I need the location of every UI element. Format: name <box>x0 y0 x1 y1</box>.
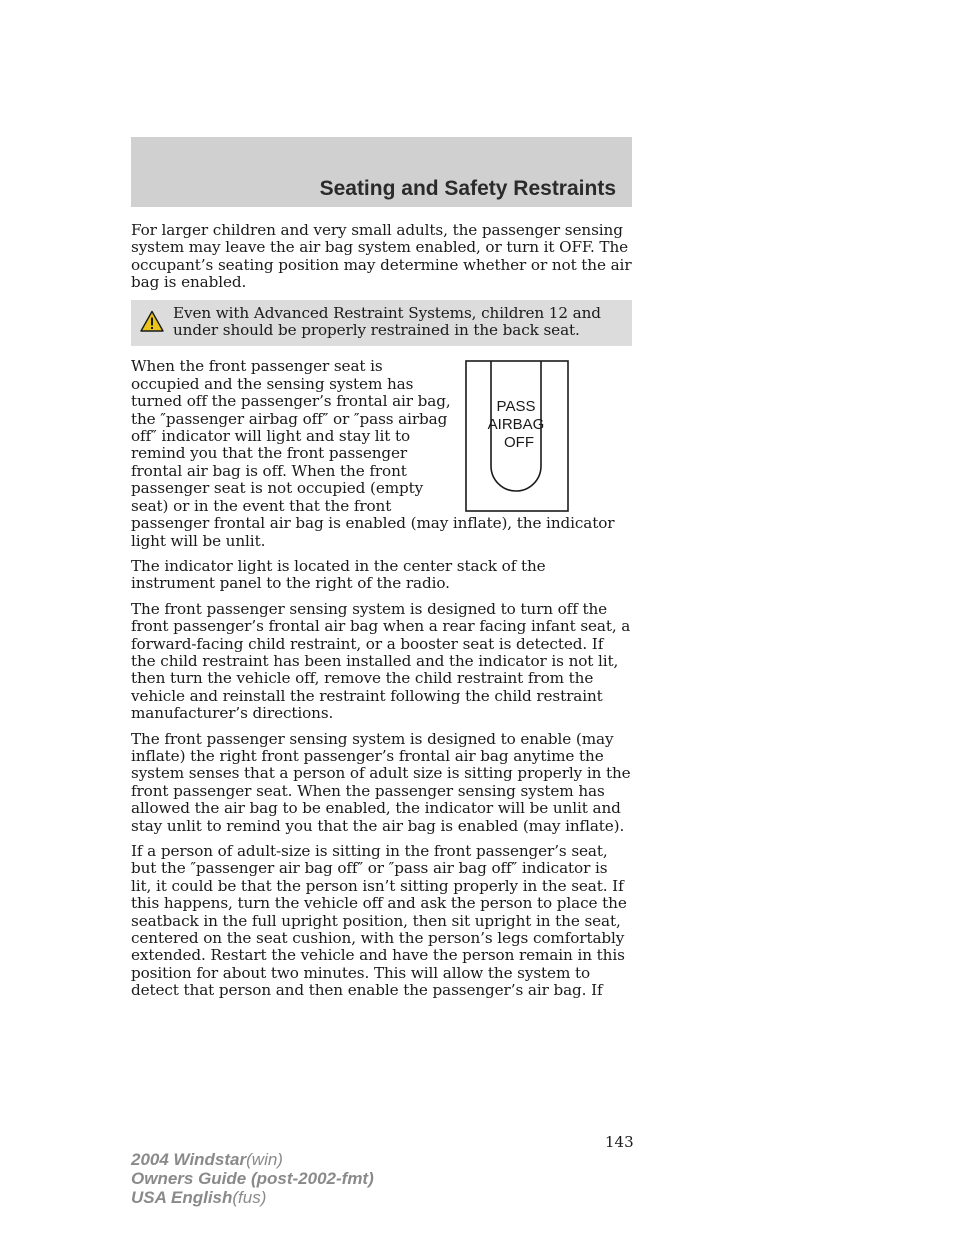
footer-language: USA English <box>131 1188 233 1207</box>
footer-line-1 <box>131 1150 374 1169</box>
page-number: 143 <box>605 1133 634 1151</box>
footer-language-code: (fus) <box>232 1188 267 1207</box>
warning-box <box>131 300 632 347</box>
paragraph-turn-off-airbag: The front passenger sensing system is designed to turn off the front passenger’s frontal air bag when a rear facing infant seat, a forward-facing child restraint, or a booster seat is detected. If the child restraint has been installed and the indicator is not lit, then turn the vehicle off, remove the child restraint from the vehicle and reinstall the restraint following the child restraint manufacturer’s directions. <box>131 599 631 723</box>
page-content <box>131 222 632 1008</box>
paragraph-indicator-light: When the front passenger seat is occupied and the sensing system has turned off the passenger’s frontal air bag, the ″passenger airbag off″ or ″pass airbag off″ indicator will light and stay lit to remind you that the front passenger frontal air bag is off. When the front passenger seat is not occupied (empty seat) or in the event that the front passenger frontal air bag is enabled (may inflate), the indicator light will be unlit. <box>131 357 615 550</box>
section-header <box>131 137 632 207</box>
pass-airbag-off-indicator-illustration <box>465 360 569 512</box>
warning-text: Even with Advanced Restraint Systems, children 12 and under should be properly restrained in the back seat. <box>173 303 601 340</box>
indicator-text-airbag: AIRBAG <box>487 416 545 434</box>
section-title: Seating and Safety Restraints <box>319 177 616 200</box>
paragraph-adult-passenger: If a person of adult-size is sitting in the front passenger’s seat, but the ″passenger air bag off″ or ″pass air bag off″ indicator is lit, it could be that the person isn’t sitting properly in the seat. If this happens, turn the vehicle off and ask the person to place the seatback in the full upright position, then sit upright in the seat, centered on the seat cushion, with the person’s legs comfortably extended. Restart the vehicle and have the person remain in this position for about two minutes. This will allow the system to detect that person and then enable the passenger’s air bag. If <box>131 842 627 1000</box>
footer-line-3 <box>131 1188 374 1207</box>
paragraph-enable-airbag: The front passenger sensing system is designed to enable (may inflate) the right front passenger’s frontal air bag anytime the system senses that a person of adult size is sitting properly in the front passenger seat. When the passenger sensing system has allowed the air bag to be enabled, the indicator will be unlit and stay unlit to remind you that the air bag is enabled (may inflate). <box>131 729 631 835</box>
paragraph-larger-children: For larger children and very small adults, the passenger sensing system may leave the air bag system enabled, or turn it OFF. The occupant’s seating position may determine whether or not the air bag is enabled. <box>131 221 632 292</box>
indicator-text-off: OFF <box>504 434 534 452</box>
footer-guide: Owners Guide (post-2002-fmt) <box>131 1169 374 1188</box>
paragraph-indicator-location: The indicator light is located in the center stack of the instrument panel to the right of the radio. <box>131 556 546 593</box>
warning-triangle-icon <box>140 310 164 332</box>
indicator-section <box>131 358 632 549</box>
footer-model-code: (win) <box>246 1150 283 1169</box>
footer <box>131 1150 374 1207</box>
indicator-text-pass: PASS <box>496 398 536 416</box>
footer-line-2 <box>131 1169 374 1188</box>
footer-model: 2004 Windstar <box>131 1150 247 1169</box>
